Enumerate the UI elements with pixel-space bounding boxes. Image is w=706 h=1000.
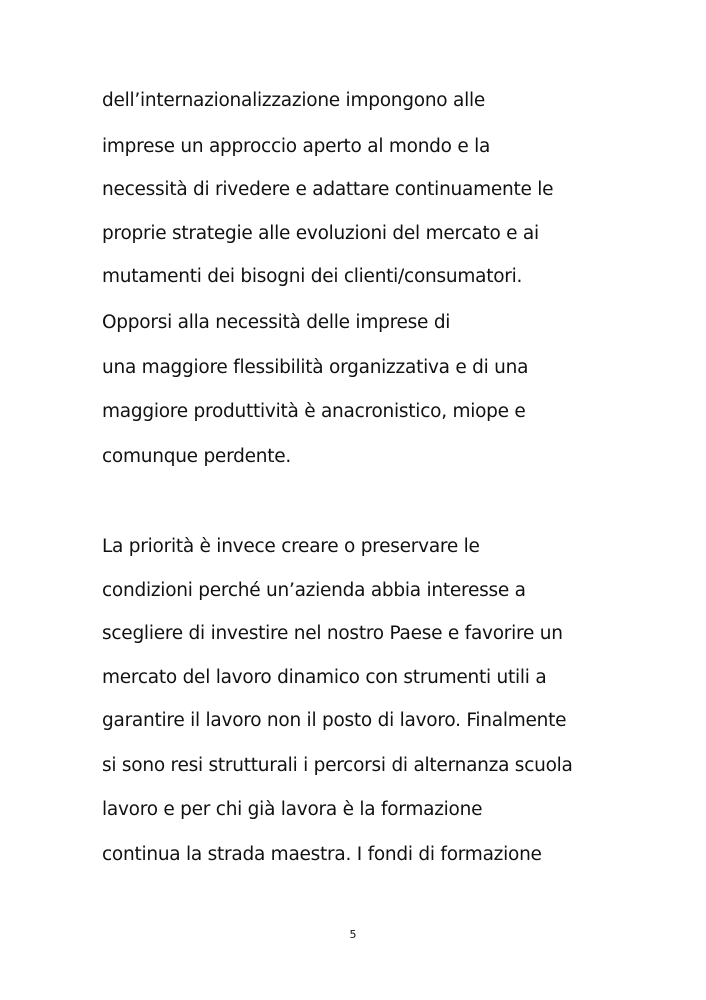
page-number: 5 (349, 928, 357, 941)
text-line: continua la strada maestra. I fondi di formazione (102, 844, 542, 865)
text-line: La priorità è invece creare o preservare le (102, 536, 480, 557)
text-line: dell’internazionalizzazione impongono alle (102, 90, 485, 111)
text-line: maggiore produttività è anacronistico, miope e (102, 401, 526, 422)
text-line: comunque perdente. (102, 446, 291, 467)
text-line: si sono resi strutturali i percorsi di alternanza scuola (102, 755, 573, 776)
text-line: imprese un approccio aperto al mondo e la (102, 136, 491, 157)
text-line: Opporsi alla necessità delle imprese di (102, 312, 451, 333)
text-line: necessità di rivedere e adattare continuamente le (102, 179, 554, 200)
text-line: condizioni perché un’azienda abbia interesse a (102, 580, 526, 601)
text-line: proprie strategie alle evoluzioni del mercato e ai (102, 223, 539, 244)
text-line: garantire il lavoro non il posto di lavoro. Finalmente (102, 710, 567, 731)
text-line: mutamenti dei bisogni dei clienti/consumatori. (102, 266, 523, 287)
text-line: una maggiore flessibilità organizzativa e di una (102, 357, 529, 378)
text-line: lavoro e per chi già lavora è la formazione (102, 799, 483, 820)
text-line: scegliere di investire nel nostro Paese e favorire un (102, 623, 563, 644)
text-line: mercato del lavoro dinamico con strumenti utili a (102, 667, 547, 688)
